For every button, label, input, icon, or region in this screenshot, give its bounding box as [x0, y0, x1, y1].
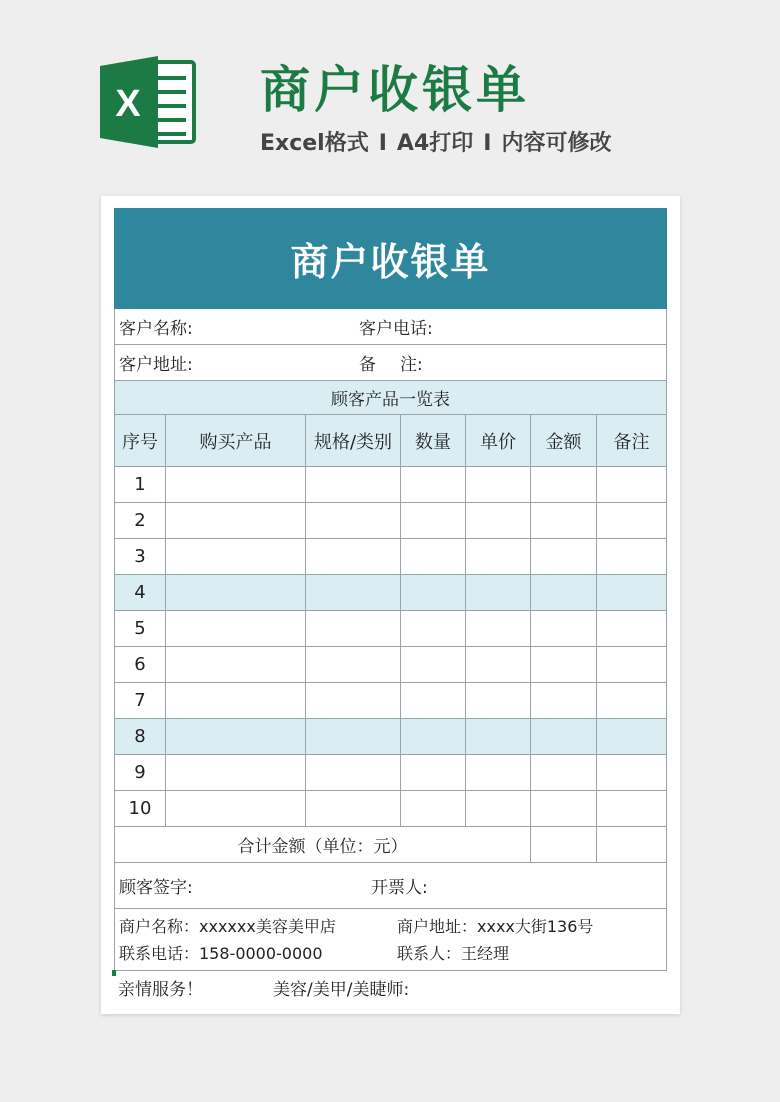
table-cell[interactable] — [401, 719, 466, 755]
merchant-address: 商户地址：xxxx大街136号 — [397, 916, 594, 936]
product-table-caption: 顾客产品一览表 — [115, 381, 667, 415]
table-cell[interactable] — [306, 611, 401, 647]
row-number: 8 — [115, 719, 166, 755]
table-cell[interactable] — [306, 755, 401, 791]
table-cell[interactable] — [531, 755, 597, 791]
column-header: 数量 — [401, 415, 466, 467]
column-header: 规格/类别 — [306, 415, 401, 467]
column-header: 金额 — [531, 415, 597, 467]
total-remark-cell[interactable] — [597, 827, 667, 863]
table-row — [115, 575, 667, 611]
table-row — [115, 791, 667, 827]
table-cell[interactable] — [401, 503, 466, 539]
table-cell[interactable] — [401, 755, 466, 791]
column-header: 备注 — [597, 415, 667, 467]
issuer-label: 开票人: — [371, 878, 428, 898]
row-number: 5 — [115, 611, 166, 647]
table-cell[interactable] — [466, 503, 531, 539]
table-cell[interactable] — [401, 791, 466, 827]
table-row — [115, 503, 667, 539]
table-cell[interactable] — [531, 539, 597, 575]
row-number: 6 — [115, 647, 166, 683]
table-cell[interactable] — [401, 539, 466, 575]
table-cell[interactable] — [597, 719, 667, 755]
table-cell[interactable] — [531, 683, 597, 719]
subtitle-separator: I — [483, 131, 492, 156]
total-amount-cell[interactable] — [531, 827, 597, 863]
table-cell[interactable] — [466, 647, 531, 683]
page-subtitle — [260, 126, 611, 157]
table-cell[interactable] — [466, 719, 531, 755]
table-cell[interactable] — [166, 611, 306, 647]
table-cell[interactable] — [466, 575, 531, 611]
table-cell[interactable] — [466, 467, 531, 503]
row-number: 4 — [115, 575, 166, 611]
table-cell[interactable] — [597, 467, 667, 503]
table-row — [115, 755, 667, 791]
table-cell[interactable] — [306, 575, 401, 611]
table-cell[interactable] — [466, 755, 531, 791]
customer-phone-label: 客户电话: — [359, 319, 433, 339]
column-header: 购买产品 — [166, 415, 306, 467]
table-cell[interactable] — [401, 647, 466, 683]
table-cell[interactable] — [166, 755, 306, 791]
service-line — [118, 975, 409, 1000]
table-cell[interactable] — [166, 575, 306, 611]
column-header: 单价 — [466, 415, 531, 467]
subtitle-editable: 内容可修改 — [501, 131, 612, 156]
row-number: 7 — [115, 683, 166, 719]
logo-letter: X — [115, 83, 141, 125]
table-row — [115, 467, 667, 503]
column-header: 序号 — [115, 415, 166, 467]
table-row — [115, 611, 667, 647]
table-cell[interactable] — [597, 791, 667, 827]
table-cell[interactable] — [531, 611, 597, 647]
table-cell[interactable] — [401, 611, 466, 647]
table-cell[interactable] — [466, 791, 531, 827]
table-cell[interactable] — [531, 719, 597, 755]
merchant-name: 商户名称：xxxxxx美容美甲店 — [119, 916, 336, 936]
merchant-contact: 联系人：王经理 — [397, 943, 510, 963]
service-slogan: 亲情服务！ — [118, 980, 203, 1000]
table-cell[interactable] — [166, 683, 306, 719]
table-cell[interactable] — [166, 791, 306, 827]
table-cell[interactable] — [531, 503, 597, 539]
table-cell[interactable] — [306, 647, 401, 683]
table-cell[interactable] — [597, 611, 667, 647]
customer-signature-label: 顾客签字: — [119, 878, 193, 898]
form-title: 商户收银单 — [115, 209, 667, 309]
table-header-row — [115, 415, 667, 467]
table-cell[interactable] — [401, 683, 466, 719]
table-cell[interactable] — [466, 611, 531, 647]
table-cell[interactable] — [306, 719, 401, 755]
signature-row[interactable] — [115, 863, 667, 909]
table-cell[interactable] — [531, 575, 597, 611]
table-cell[interactable] — [531, 467, 597, 503]
table-cell[interactable] — [166, 647, 306, 683]
table-cell[interactable] — [166, 503, 306, 539]
table-cell[interactable] — [306, 791, 401, 827]
merchant-phone: 联系电话：158-0000-0000 — [119, 943, 323, 963]
subtitle-print: A4打印 — [396, 131, 474, 156]
merchant-info — [115, 909, 667, 971]
table-row — [115, 647, 667, 683]
table-cell[interactable] — [531, 647, 597, 683]
customer-name-label: 客户名称: — [119, 319, 193, 339]
table-cell[interactable] — [166, 539, 306, 575]
table-cell[interactable] — [466, 683, 531, 719]
table-cell[interactable] — [306, 503, 401, 539]
excel-logo-icon — [98, 52, 198, 152]
subtitle-format: Excel格式 — [260, 131, 369, 156]
row-number: 1 — [115, 467, 166, 503]
table-row — [115, 683, 667, 719]
table-cell[interactable] — [597, 647, 667, 683]
banner — [0, 0, 780, 190]
table-cell[interactable] — [401, 467, 466, 503]
table-cell[interactable] — [597, 539, 667, 575]
table-cell[interactable] — [306, 683, 401, 719]
table-cell[interactable] — [531, 791, 597, 827]
green-marker — [112, 970, 116, 976]
table-cell[interactable] — [597, 755, 667, 791]
row-number: 10 — [115, 791, 166, 827]
table-cell[interactable] — [306, 539, 401, 575]
customer-name-row[interactable] — [115, 309, 667, 345]
table-cell[interactable] — [466, 539, 531, 575]
table-cell[interactable] — [166, 467, 306, 503]
total-amount-label: 合计金额（单位：元） — [115, 827, 531, 863]
remark-label: 备 注: — [359, 355, 423, 375]
table-cell[interactable] — [597, 575, 667, 611]
customer-address-label: 客户地址: — [119, 355, 193, 375]
customer-address-row[interactable] — [115, 345, 667, 381]
table-row — [115, 719, 667, 755]
table-cell[interactable] — [597, 683, 667, 719]
subtitle-separator: I — [378, 131, 387, 156]
page-title: 商户收银单 — [260, 61, 530, 119]
table-cell[interactable] — [401, 575, 466, 611]
table-row — [115, 539, 667, 575]
receipt-form — [114, 208, 667, 971]
row-number: 9 — [115, 755, 166, 791]
table-cell[interactable] — [597, 503, 667, 539]
table-cell[interactable] — [306, 467, 401, 503]
technician-label: 美容/美甲/美睫师: — [273, 980, 410, 1000]
row-number: 2 — [115, 503, 166, 539]
table-cell[interactable] — [166, 719, 306, 755]
row-number: 3 — [115, 539, 166, 575]
